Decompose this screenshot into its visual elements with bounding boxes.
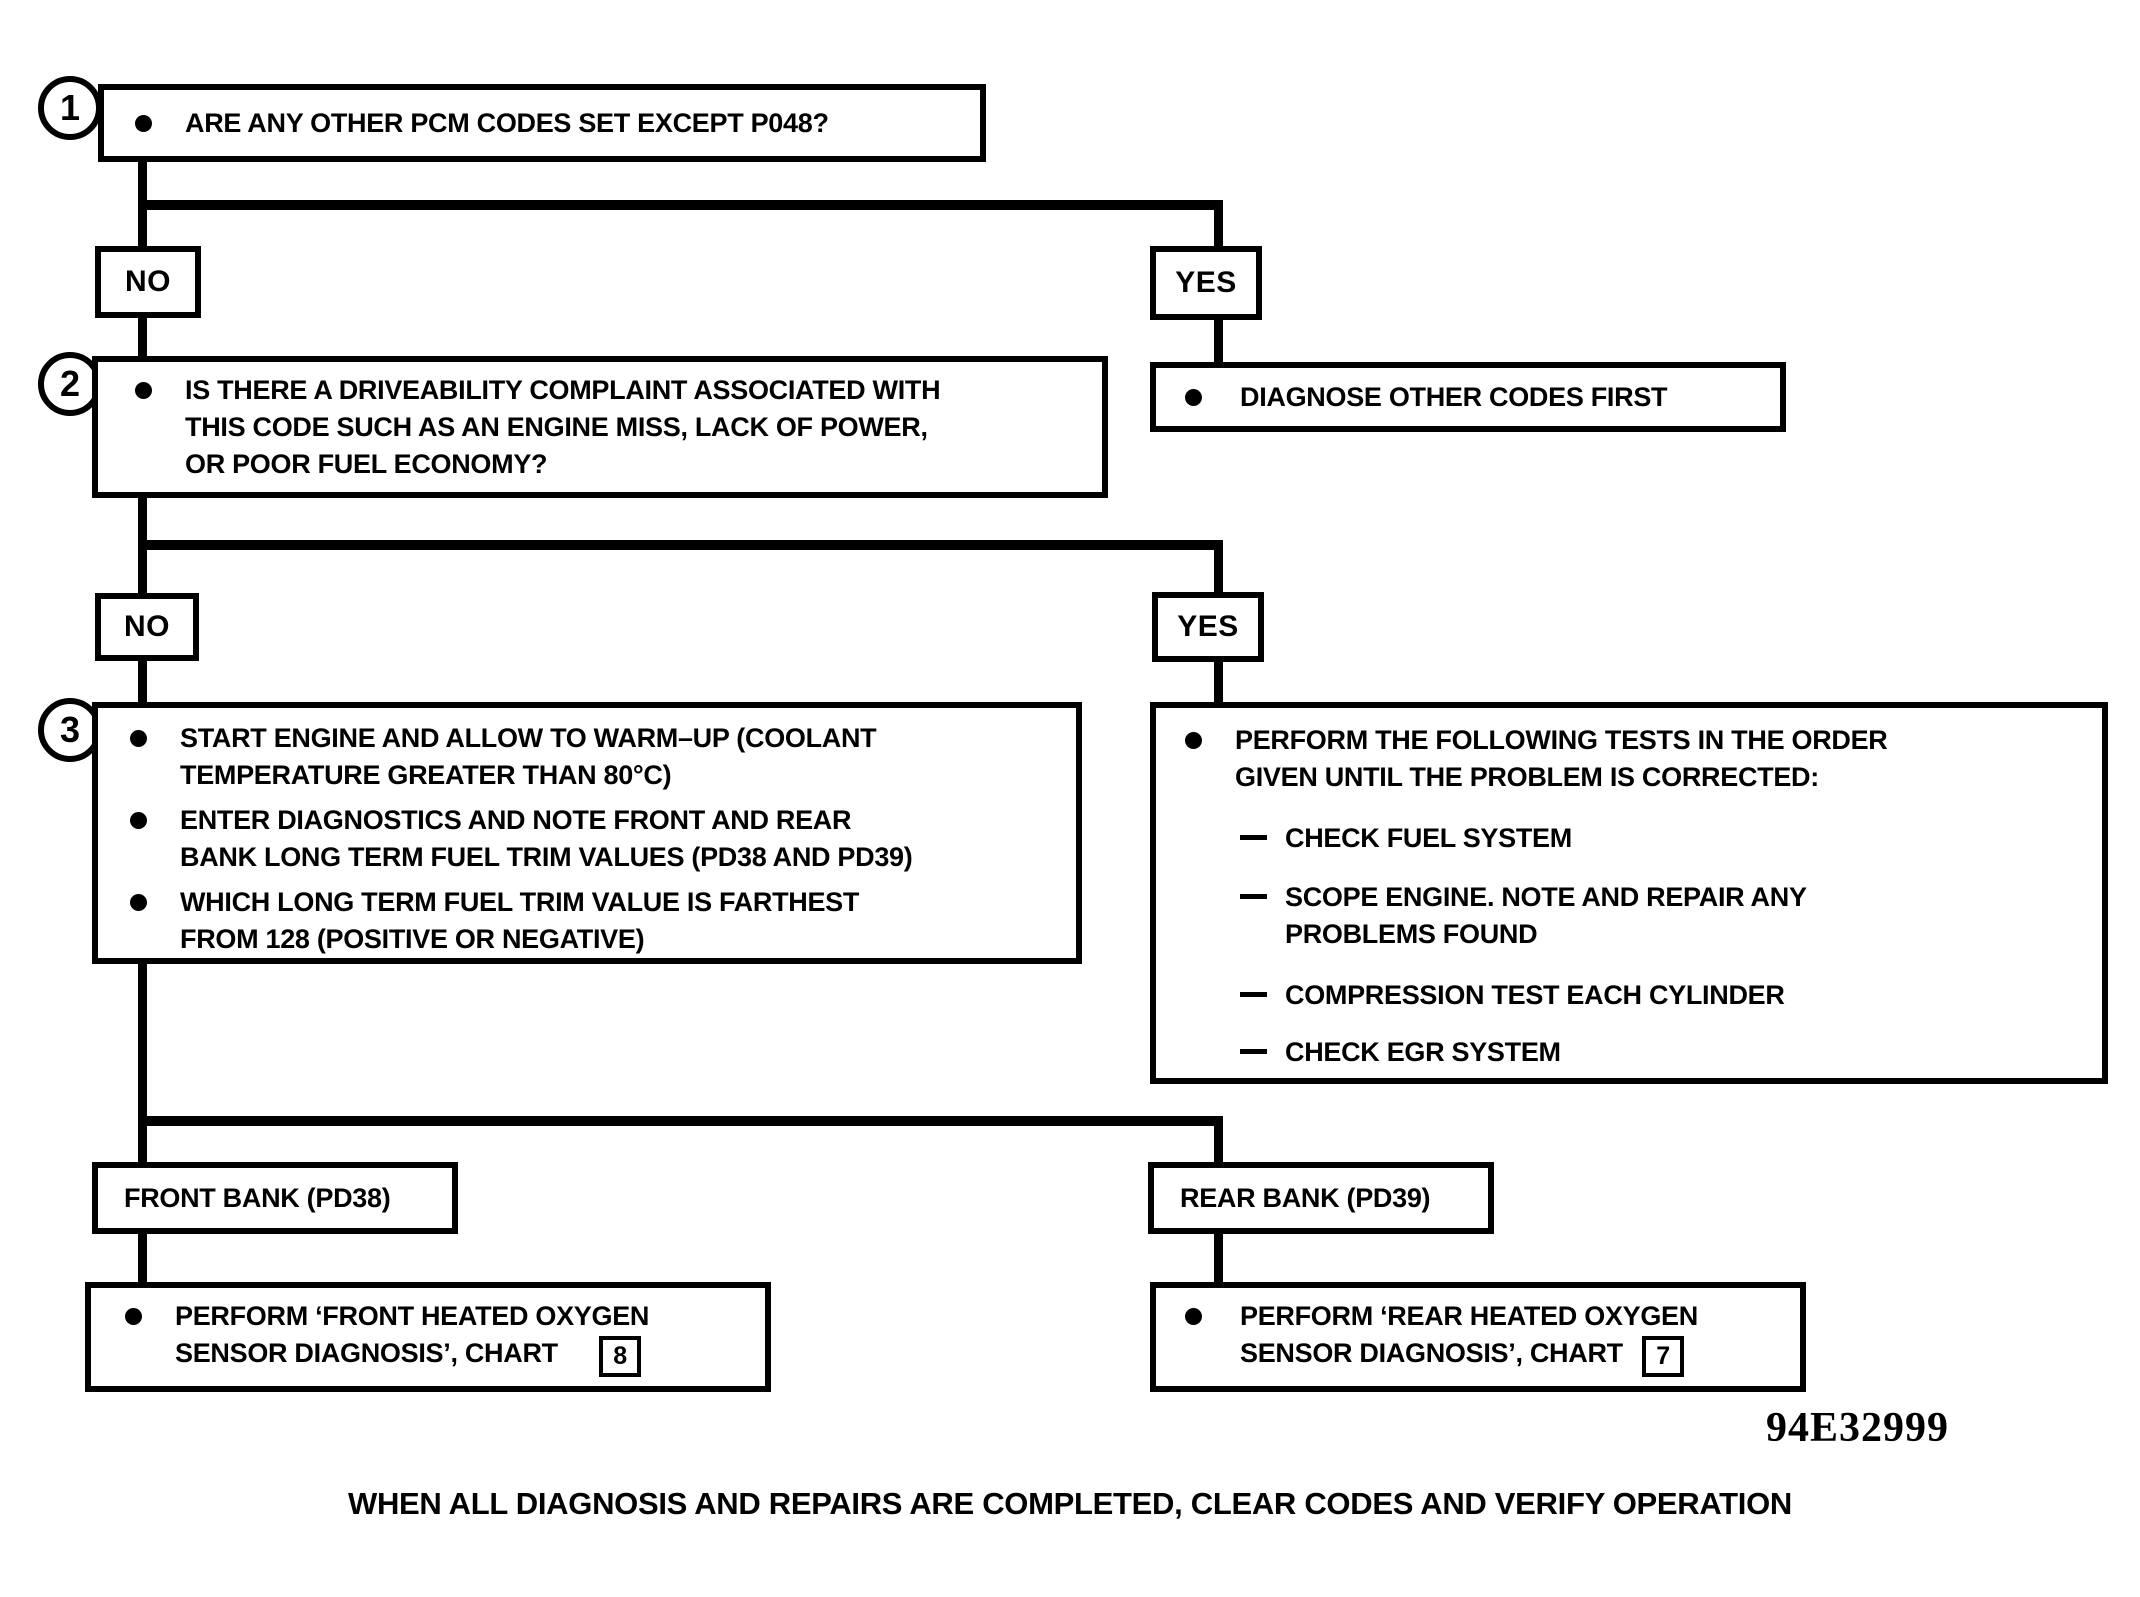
connector-front-bank-down [138,1232,147,1284]
step-2-question-line-2: THIS CODE SUCH AS AN ENGINE MISS, LACK OF POWER, [185,412,928,442]
step-3-bullet-3-line-2: FROM 128 (POSITIVE OR NEGATIVE) [180,924,645,954]
step-1-question-text: ARE ANY OTHER PCM CODES SET EXCEPT P048? [185,107,829,138]
bullet-icon [125,1308,142,1325]
branch-1-yes-label: YES [1175,266,1237,299]
front-bank-label-box [92,1162,458,1234]
bullet-icon [1185,1308,1202,1325]
bullet-icon [1185,389,1202,406]
connector-rear-action-down [1214,1232,1223,1284]
branch-2-no-label: NO [124,610,170,643]
connector-branch1-yes-down [1214,200,1223,250]
front-sensor-line-1: PERFORM ‘FRONT HEATED OXYGEN [175,1301,650,1331]
bullet-icon [130,812,147,829]
test-item-3-text: COMPRESSION TEST EACH CYLINDER [1285,980,1785,1010]
connector-yes2-down [1214,660,1223,704]
branch-1-no-box [95,246,201,318]
dash-icon [1240,835,1267,840]
perform-tests-box [1150,702,2108,1084]
test-item-1-text: CHECK FUEL SYSTEM [1285,823,1572,853]
test-item-2-line-2: PROBLEMS FOUND [1285,919,1538,949]
test-item-4-text: CHECK EGR SYSTEM [1285,1037,1561,1067]
branch-1-no-label: NO [125,265,171,298]
connector-no1-down [138,316,147,360]
step-3-bullet-1-line-2: TEMPERATURE GREATER THAN 80°C) [180,760,672,790]
dash-icon [1240,1049,1267,1054]
step-3-bullet-2-line-1: ENTER DIAGNOSTICS AND NOTE FRONT AND REAR [180,805,852,835]
rear-sensor-diagnosis-box [1150,1282,1806,1392]
figure-code: 94E32999 [1766,1405,1950,1451]
connector-step3-down [138,962,147,1164]
step-3-bullet-2-line-2: BANK LONG TERM FUEL TRIM VALUES (PD38 AND PD39) [180,842,913,872]
branch-2-no-box [95,593,199,661]
step-3-bullet-1-line-1: START ENGINE AND ALLOW TO WARM–UP (COOLANT [180,723,877,753]
step-1-number-circle [38,76,102,140]
front-sensor-diagnosis-box [85,1282,771,1392]
branch-2-yes-box [1152,592,1264,662]
bullet-icon [1185,732,1202,749]
diagnose-other-codes-text: DIAGNOSE OTHER CODES FIRST [1240,381,1668,412]
front-sensor-line-2: SENSOR DIAGNOSIS’, CHART [175,1338,558,1368]
step-3-instructions-box [92,702,1082,964]
chart-8-reference-box: 8 [599,1336,641,1377]
dash-icon [1240,894,1267,899]
bullet-icon [130,894,147,911]
connector-branch1-horizontal [138,200,1223,210]
dash-icon [1240,992,1267,997]
connector-yes1-down [1214,318,1223,366]
bullet-icon [135,115,152,132]
connector-branch2-horizontal [138,540,1223,550]
connector-no2-down [138,659,147,704]
branch-2-yes-label: YES [1177,610,1239,643]
chart-7-reference-box: 7 [1642,1336,1684,1377]
bullet-icon [135,382,152,399]
connector-bank-horizontal [138,1116,1223,1126]
step-2-question-line-3: OR POOR FUEL ECONOMY? [185,449,548,479]
rear-bank-label-box [1148,1162,1494,1234]
footer-note: WHEN ALL DIAGNOSIS AND REPAIRS ARE COMPLETED, CLEAR CODES AND VERIFY OPERATION [347,1486,1793,1521]
step-3-bullet-3-line-1: WHICH LONG TERM FUEL TRIM VALUE IS FARTHEST [180,887,860,917]
step-2-question-box [92,356,1108,498]
connector-rear-bank-down [1214,1116,1223,1164]
front-bank-label: FRONT BANK (PD38) [124,1182,391,1213]
rear-sensor-line-1: PERFORM ‘REAR HEATED OXYGEN [1240,1301,1698,1331]
step-1-number: 1 [59,87,81,128]
step-1-question-box [98,84,986,162]
rear-bank-label: REAR BANK (PD39) [1180,1182,1431,1213]
step-3-number: 3 [59,709,81,750]
tests-intro-line-1: PERFORM THE FOLLOWING TESTS IN THE ORDER [1235,725,1888,755]
step-2-question-line-1: IS THERE A DRIVEABILITY COMPLAINT ASSOCIATED WITH [185,375,941,405]
rear-sensor-line-2: SENSOR DIAGNOSIS’, CHART [1240,1338,1623,1368]
tests-intro-line-2: GIVEN UNTIL THE PROBLEM IS CORRECTED: [1235,762,1819,792]
diagnose-other-codes-box [1150,362,1786,432]
branch-1-yes-box [1150,246,1262,320]
connector-branch2-yes-down [1214,540,1223,594]
bullet-icon [130,730,147,747]
step-2-number: 2 [59,363,81,404]
test-item-2-line-1: SCOPE ENGINE. NOTE AND REPAIR ANY [1285,882,1807,912]
